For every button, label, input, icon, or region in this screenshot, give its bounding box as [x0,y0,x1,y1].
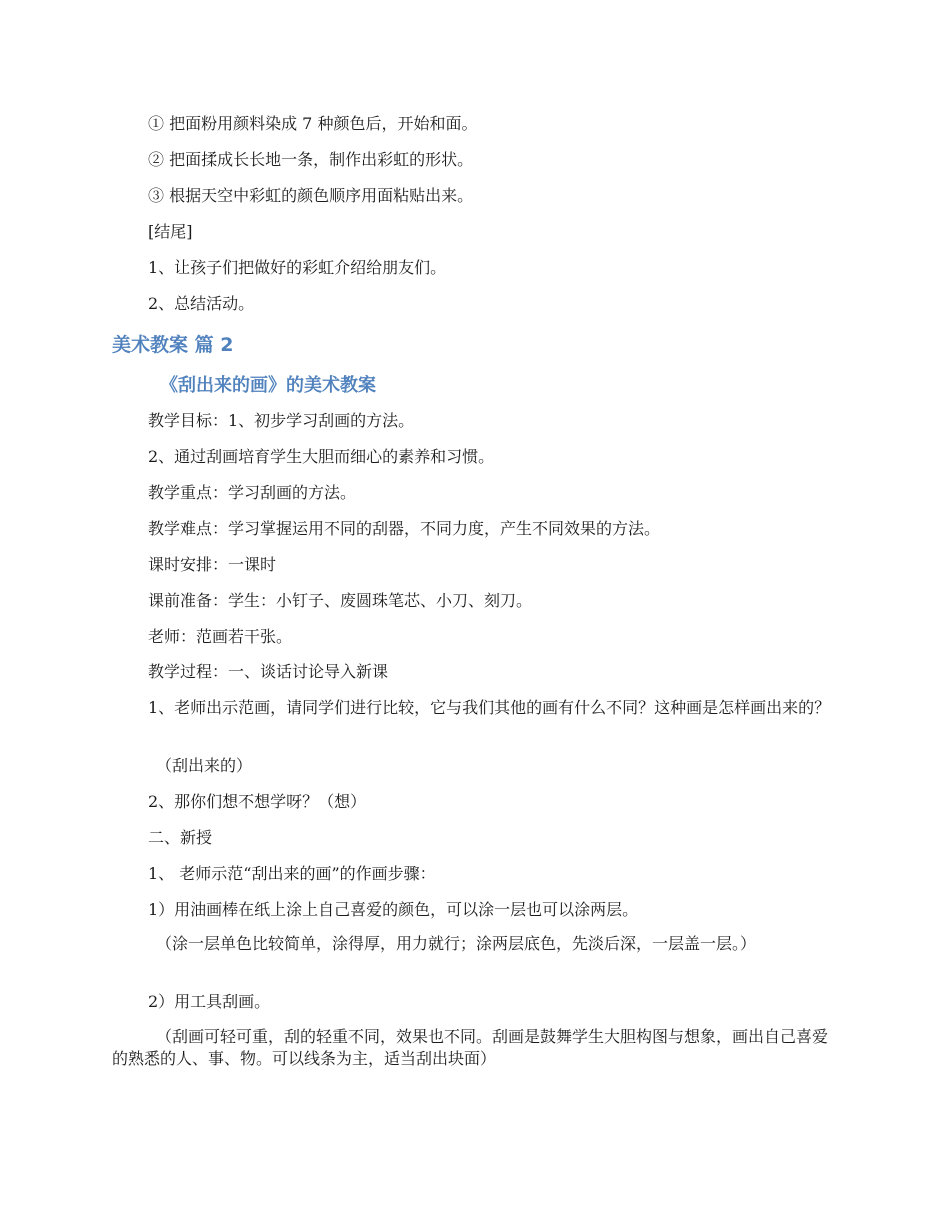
intro-step-3: ③ 根据天空中彩虹的颜色顺序用面粘贴出来。 [148,186,474,205]
demo-step-1: 1）用油画棒在纸上涂上自己喜爱的颜色，可以涂一层也可以涂两层。 [148,900,639,919]
intro-step-1: ① 把面粉用颜料染成 7 种颜色后，开始和面。 [148,114,478,133]
class-schedule: 课时安排：一课时 [148,555,277,574]
teaching-process: 教学过程：一、谈话讨论导入新课 [148,662,389,681]
demo-step-1-note: （涂一层单色比较简单，涂得厚，用力就行；涂两层底色，先淡后深，一层盖一层。） [156,934,757,953]
demo-step-2: 2）用工具刮画。 [148,992,271,1011]
ending-item-1: 1、让孩子们把做好的彩虹介绍给朋友们。 [148,258,447,277]
process-answer-1: （刮出来的） [156,756,253,775]
prep-teacher: 老师：范画若干张。 [148,627,293,646]
section-heading: 美术教案 篇 2 [112,334,234,356]
prep-students: 课前准备：学生：小钉子、废圆珠笔芯、小刀、刻刀。 [148,591,533,610]
new-lesson-heading: 二、新授 [148,828,213,847]
demo-heading: 1、 老师示范“刮出来的画”的作画步骤： [148,864,436,883]
teaching-goal: 教学目标：1、初步学习刮画的方法。 [148,411,415,430]
demo-step-2-note: （刮画可轻可重，刮的轻重不同，效果也不同。刮画是鼓舞学生大胆构图与想象，画出自己喜爱的熟悉的人、事、物。可以线条为主，适当刮出块面） [112,1027,829,1068]
teaching-difficulty: 教学难点：学习掌握运用不同的刮器，不同力度，产生不同效果的方法。 [148,519,661,538]
intro-step-2: ② 把面揉成长长地一条，制作出彩虹的形状。 [148,150,474,169]
process-step-2: 2、那你们想不想学呀？（想） [148,792,367,811]
ending-heading: [结尾] [148,222,193,241]
teaching-key-point: 教学重点：学习刮画的方法。 [148,483,357,502]
teaching-goal-2: 2、通过刮画培育学生大胆而细心的素养和习惯。 [148,447,495,466]
lesson-title: 《刮出来的画》的美术教案 [160,375,376,396]
process-step-1: 1、老师出示范画，请同学们进行比较，它与我们其他的画有什么不同？这种画是怎样画出来的？ [148,698,831,717]
ending-item-2: 2、总结活动。 [148,294,255,313]
